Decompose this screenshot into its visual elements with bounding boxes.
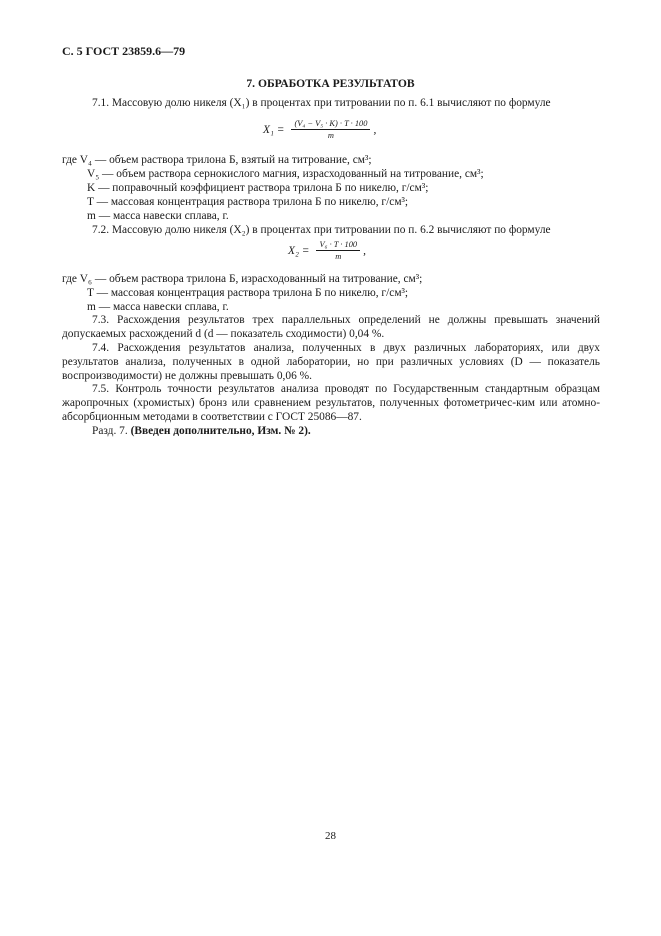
section-title: 7. ОБРАБОТКА РЕЗУЛЬТАТОВ (246, 77, 415, 90)
legend-1-item: V₅ — объем раствора сернокислого магния, израсходованный на титрование, см³; (87, 168, 484, 180)
legend-2-item: где V₆ — объем раствора трилона Б, израсходованный на титрование, см³; (62, 273, 423, 285)
legend-2-item: T — массовая концентрация раствора трилона Б по никелю, г/см³; (87, 287, 409, 299)
formula-1 (263, 118, 376, 142)
amendment-note-bold: (Введен дополнительно, Изм. № 2). (130, 425, 311, 437)
legend-1-item: где V₄ — объем раствора трилона Б, взятый на титрование, см³; (62, 154, 372, 166)
formula-1-lhs: X₁ = (263, 124, 285, 136)
formula-1-denominator: m (327, 131, 334, 140)
legend-1-item: m — масса навески сплава, г. (87, 210, 229, 222)
formula-1-fraction (291, 118, 370, 142)
formula-1-tail: , (373, 124, 377, 136)
formula-2-numerator: V₆ · T · 100 (319, 240, 358, 249)
formula-2-tail: , (363, 245, 366, 257)
paragraph-7-1: 7.1. Массовую долю никеля (X₁) в процентах при титровании по п. 6.1 вычисляют по формуле (92, 97, 551, 109)
legend-1-item: K — поправочный коэффициент раствора трилона Б по никелю, г/см³; (87, 182, 429, 194)
formula-2-fraction (316, 239, 360, 263)
legend-1-item: T — массовая концентрация раствора трилона Б по никелю, г/см³; (87, 196, 409, 208)
paragraph-7-5: 7.5. Контроль точности результатов анализа проводят по Государственным стандартным образцам жаропрочных (хромистых) бронз или сравнением результатов, полученных фотометричес-ким или атомно-абсорбционным методами в соответствии с ГОСТ 25086—87. (62, 383, 600, 423)
paragraph-7-2: 7.2. Массовую долю никеля (X₂) в процентах при титровании по п. 6.2 вычисляют по формуле (92, 224, 551, 236)
amendment-note-prefix: Разд. 7. (92, 425, 128, 437)
document-header: С. 5 ГОСТ 23859.6—79 (62, 44, 186, 58)
amendment-note (92, 424, 311, 438)
formula-2-lhs: X₂ = (288, 245, 310, 257)
legend-2-item: m — масса навески сплава, г. (87, 301, 229, 313)
formula-2 (288, 239, 366, 263)
paragraph-7-3: 7.3. Расхождения результатов трех параллельных определений не должны превышать значений допускаемых расхождений d (d — показатель сходимости) 0,04 %. (62, 314, 600, 340)
formula-2-denominator: m (335, 252, 342, 261)
formula-1-numerator: (V₄ − V₅ · K) · T · 100 (294, 119, 368, 128)
page-number: 28 (325, 830, 336, 842)
paragraph-7-4: 7.4. Расхождения результатов анализа, полученных в двух различных лабораториях, или двух результатов анализа, полученных в одной лаборатории, но при различных условиях (D — показатель воспроизводимости) не должны превышать 0,06 %. (62, 342, 600, 382)
